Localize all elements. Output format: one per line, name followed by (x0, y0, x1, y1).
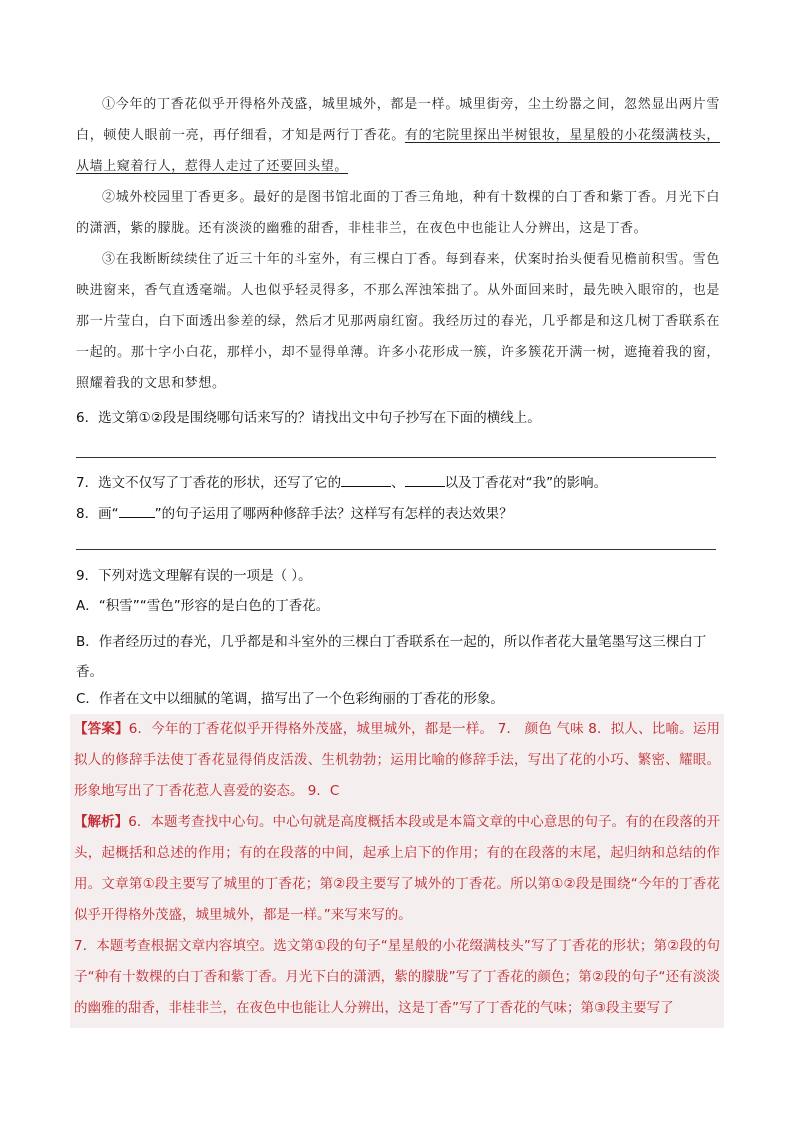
paragraph-2: ②城外校园里丁香更多。最好的是图书馆北面的丁香三角地，种有十数棵的白丁香和紫丁香。月光下白的潇洒，紫的朦胧。还有淡淡的幽雅的甜香，非桂非兰，在夜色中也能让人分辨出，这是丁香。 (76, 190, 720, 236)
underlined-sentence: 有的宅院里探出半树银妆，星星般的小花缀满枝头，从墙上窥着行人，惹得人走过了还要回头望。 (76, 128, 720, 174)
answer-line-6[interactable] (76, 457, 716, 458)
answer-block (70, 714, 724, 807)
analysis-block-6 (70, 807, 724, 931)
paragraph-1 (76, 89, 720, 182)
answer-analysis-box (70, 714, 724, 1028)
analysis-tag: 【解析】 (74, 814, 129, 830)
question-8 (76, 503, 720, 524)
question-6: 6．选文第①②段是围绕哪句话来写的？请找出文中句子抄写在下面的横线上。 (76, 410, 541, 426)
question-7-text-a: 7．选文不仅写了丁香花的形状，还写了它的 (76, 475, 342, 491)
answer-text: 6．今年的丁香花似乎开得格外茂盛，城里城外，都是一样。 7． 颜色 气味 8．拟人、比喻。运用拟人的修辞手法使丁香花显得俏皮活泼、生机勃勃；运用比喻的修辞手法，写出了花的小巧、繁密、耀眼。形象地写出了丁香花惹人喜爱的姿态。 9．C (74, 721, 721, 799)
answer-line-8[interactable] (76, 549, 716, 550)
question-9: 9．下列对选文理解有误的一项是（ ）。 (76, 568, 312, 584)
analysis-block-7: 7．本题考查根据文章内容填空。选文第①段的句子“星星般的小花缀满枝头”写了丁香花的形状；第②段的句子“种有十数棵的白丁香和紫丁香。月光下白的潇洒，紫的朦胧”写了丁香花的颜色；第②段的句子“还有淡淡的幽雅的甜香，非桂非兰，在夜色中也能让人分辨出，这是丁香”写了丁香花的气味；第③段主要写了 (74, 938, 720, 1016)
question-8-text-b: ”的句子运用了哪两种修辞手法？这样写有怎样的表达效果？ (154, 506, 513, 522)
option-a: A．“积雪”“雪色”形容的是白色的丁香花。 (76, 598, 330, 614)
blank-2[interactable] (405, 472, 445, 487)
paragraph-1-text: ①今年的丁香花似乎开得格外茂盛，城里城外，都是一样。城里街旁，尘土纷嚣之间，忽然显出两片雪白，顿使人眼前一亮，再仔细看，才知是两行丁香花。 (76, 97, 720, 143)
paragraph-3: ③在我断断续续住了近三十年的斗室外，有三棵白丁香。每到春来，伏案时抬头便看见檐前积雪。雪色映进窗来，香气直透毫端。人也似乎轻灵得多，不那么浑浊笨拙了。从外面回来时，最先映入眼帘的，也是那一片莹白，白下面透出参差的绿，然后才见那两扇红窗。我经历过的春光，几乎都是和这几树丁香联系在一起的。那十字小白花，那样小，却不显得单薄。许多小花形成一簇，许多簇花开满一树，遮掩着我的窗，照耀着我的文思和梦想。 (76, 252, 720, 391)
question-7-sep: 、 (391, 475, 405, 491)
underline-sample (119, 503, 155, 518)
option-b: B．作者经历过的春光，几乎都是和斗室外的三棵白丁香联系在一起的，所以作者花大量笔墨写这三棵白丁香。 (76, 634, 707, 680)
reading-passage (76, 89, 720, 399)
option-c: C．作者在文中以细腻的笔调，描写出了一个色彩绚丽的丁香花的形象。 (76, 691, 504, 707)
question-8-text-a: 8．画“ (76, 506, 119, 522)
blank-1[interactable] (341, 472, 391, 487)
analysis-text-6: 6．本题考查找中心句。中心句就是高度概括本段或是本篇文章的中心意思的句子。有的在段落的开头，起概括和总述的作用；有的在段落的中间，起承上启下的作用；有的在段落的末尾，起归纳和总结的作用。文章第①段主要写了城里的丁香花；第②段主要写了城外的丁香花。所以第①②段是围绕“今年的丁香花似乎开得格外茂盛，城里城外，都是一样。”来写来写的。 (74, 814, 720, 923)
answer-tag: 【答案】 (74, 721, 129, 737)
question-7-text-c: 以及丁香花对“我”的影响。 (444, 475, 608, 491)
question-7 (76, 472, 720, 493)
